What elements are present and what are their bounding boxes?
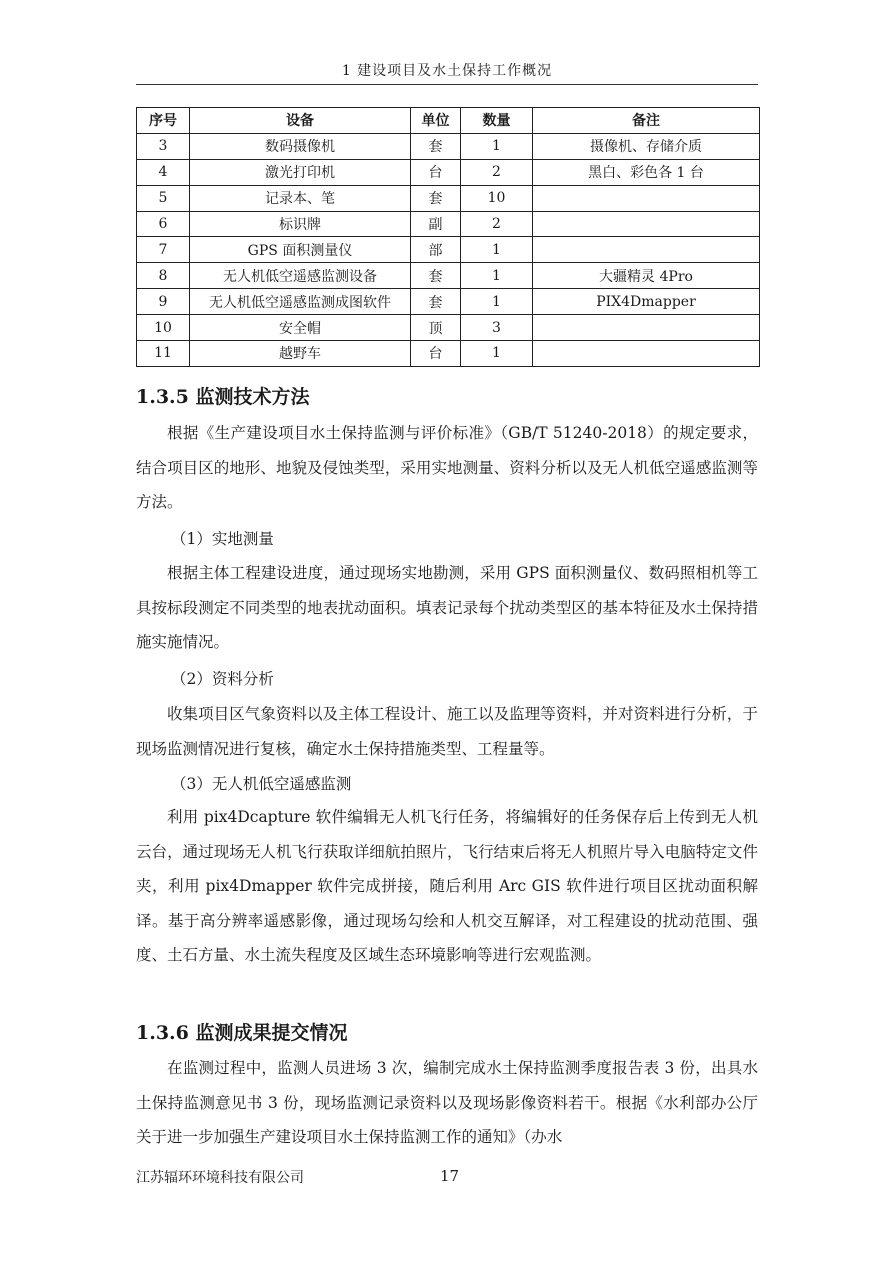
table-cell: 数码摄像机 — [190, 133, 411, 159]
table-cell: 9 — [137, 289, 190, 315]
equipment-table — [136, 107, 760, 367]
column-header: 数量 — [461, 108, 533, 134]
footer-company: 江苏辐环环境科技有限公司 — [136, 1170, 304, 1186]
table-cell: 套 — [411, 289, 461, 315]
table-row — [137, 263, 760, 289]
column-header: 单位 — [411, 108, 461, 134]
table-cell — [533, 341, 760, 367]
table-cell: 安全帽 — [190, 315, 411, 341]
table-cell: 套 — [411, 263, 461, 289]
page-number: 17 — [440, 1167, 460, 1185]
table-row — [137, 185, 760, 211]
paragraph-field-survey: 根据主体工程建设进度，通过现场实地勘测，采用 GPS 面积测量仪、数码照相机等工具按标段测定不同类型的地表扰动面积。填表记录每个扰动类型区的基本特征及水土保持措施实施情况。 — [136, 564, 758, 652]
column-header: 序号 — [137, 108, 190, 134]
table-cell: 4 — [137, 159, 190, 185]
header-rule — [136, 84, 758, 85]
subheading-uav-monitoring: （3）无人机低空遥感监测 — [171, 775, 352, 793]
table-cell: 标识牌 — [190, 211, 411, 237]
table-cell: 越野车 — [190, 341, 411, 367]
table-row — [137, 159, 760, 185]
table-cell: 套 — [411, 185, 461, 211]
table-cell: 3 — [461, 315, 533, 341]
table-cell — [533, 211, 760, 237]
table-cell: 2 — [461, 159, 533, 185]
table-cell: 副 — [411, 211, 461, 237]
paragraph-data-analysis: 收集项目区气象资料以及主体工程设计、施工以及监理等资料，并对资料进行分析，于现场监测情况进行复核，确定水土保持措施类型、工程量等。 — [136, 705, 758, 758]
table-cell: 无人机低空遥感监测成图软件 — [190, 289, 411, 315]
table-cell: 5 — [137, 185, 190, 211]
table-cell: 激光打印机 — [190, 159, 411, 185]
table-cell: 部 — [411, 237, 461, 263]
table-cell: 1 — [461, 289, 533, 315]
table-row — [137, 211, 760, 237]
table-cell: 顶 — [411, 315, 461, 341]
table-cell: 7 — [137, 237, 190, 263]
paragraph-intro: 根据《生产建设项目水土保持监测与评价标准》（GB/T 51240-2018）的规定要求，结合项目区的地形、地貌及侵蚀类型，采用实地测量、资料分析以及无人机低空遥感监测等方法。 — [136, 424, 758, 512]
table-cell: 8 — [137, 263, 190, 289]
table-cell: 1 — [461, 133, 533, 159]
paragraph-uav-monitoring: 利用 pix4Dcapture 软件编辑无人机飞行任务，将编辑好的任务保存后上传到无人机云台，通过现场无人机飞行获取详细航拍照片，飞行结束后将无人机照片导入电脑特定文件夹，利用 pix4Dmapper 软件完成拼接，随后利用 Arc GIS 软件进行项目区扰动面积解译。基于高分辨率遥感影像，通过现场勾绘和人机交互解译，对工程建设的扰动范围、强度、土石方量、水土流失程度及区域生态环境影响等进行宏观监测。 — [136, 808, 758, 965]
table-cell: 3 — [137, 133, 190, 159]
paragraph-results: 在监测过程中，监测人员进场 3 次，编制完成水土保持监测季度报告表 3 份，出具水土保持监测意见书 3 份，现场监测记录资料以及现场影像资料若干。根据《水利部办公厅关于进一步加强生产建设项目水土保持监测工作的通知》（办水 — [136, 1059, 758, 1147]
table-cell — [533, 315, 760, 341]
table-cell: 台 — [411, 159, 461, 185]
running-header: 1 建设项目及水土保持工作概况 — [341, 63, 553, 79]
table-cell — [533, 185, 760, 211]
subheading-field-survey: （1）实地测量 — [171, 530, 274, 548]
table-row — [137, 133, 760, 159]
table-row — [137, 341, 760, 367]
table-cell: 11 — [137, 341, 190, 367]
table-header-row — [137, 108, 760, 134]
column-header: 备注 — [533, 108, 760, 134]
table-cell: GPS 面积测量仪 — [190, 237, 411, 263]
table-cell: 1 — [461, 263, 533, 289]
table-cell: 2 — [461, 211, 533, 237]
table-cell: 无人机低空遥感监测设备 — [190, 263, 411, 289]
table-cell: 摄像机、存储介质 — [533, 133, 760, 159]
section-heading: 1.3.5 监测技术方法 — [136, 386, 310, 408]
table-cell: 记录本、笔 — [190, 185, 411, 211]
table-cell: 1 — [461, 237, 533, 263]
table-cell: 10 — [461, 185, 533, 211]
table-row — [137, 315, 760, 341]
table-row — [137, 237, 760, 263]
table-cell: 大疆精灵 4Pro — [533, 263, 760, 289]
table-cell — [533, 237, 760, 263]
table-cell: 台 — [411, 341, 461, 367]
table-cell: 10 — [137, 315, 190, 341]
table-cell: 6 — [137, 211, 190, 237]
table-cell: 1 — [461, 341, 533, 367]
subheading-data-analysis: （2）资料分析 — [171, 670, 274, 688]
table-cell: 黑白、彩色各 1 台 — [533, 159, 760, 185]
column-header: 设备 — [190, 108, 411, 134]
table-row — [137, 289, 760, 315]
table-cell: 套 — [411, 133, 461, 159]
table-cell: PIX4Dmapper — [533, 289, 760, 315]
section-heading: 1.3.6 监测成果提交情况 — [136, 1022, 348, 1044]
